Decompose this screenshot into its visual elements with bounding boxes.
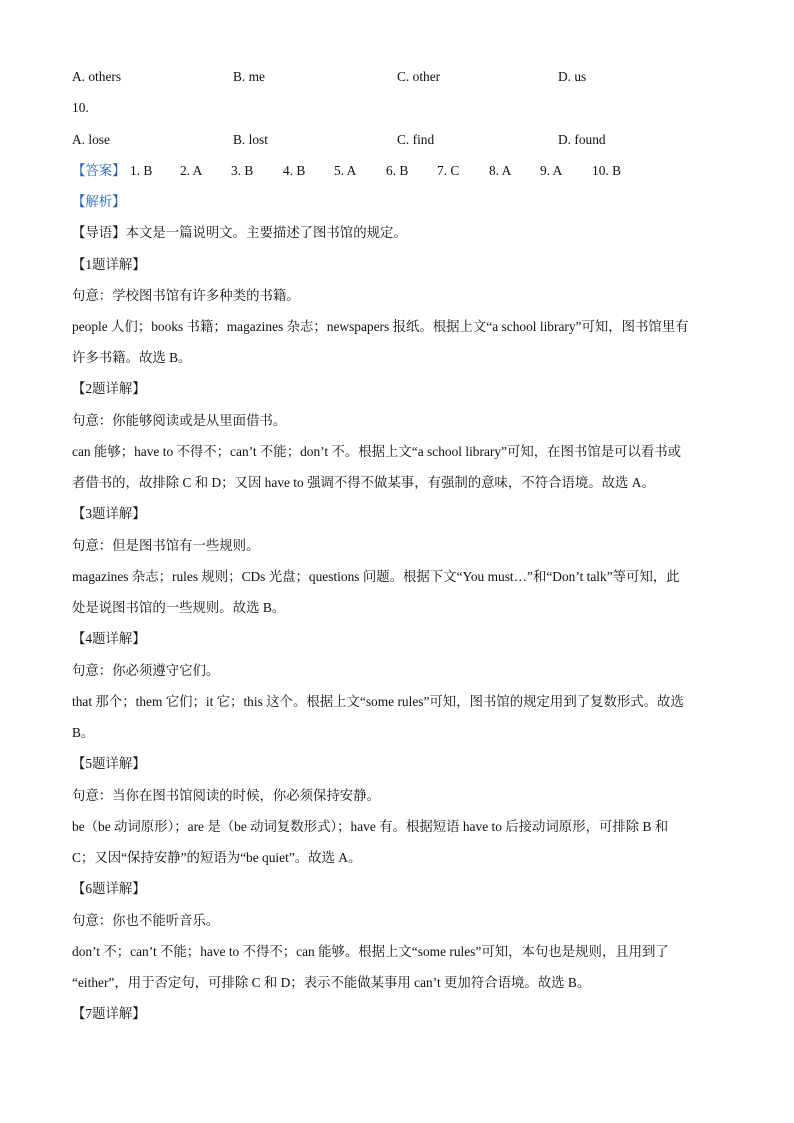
guide-line xyxy=(72,224,407,242)
detail-meaning: 句意：你也不能听音乐。 xyxy=(72,913,220,928)
answer-item: 7. C xyxy=(437,163,460,178)
detail-line: 许多书籍。故选 B。 xyxy=(72,350,192,365)
q10-option-b: B. lost xyxy=(233,132,268,147)
detail-heading: 【3题详解】 xyxy=(72,506,146,521)
detail-heading: 【6题详解】 xyxy=(72,881,146,896)
detail-heading: 【1题详解】 xyxy=(72,257,146,272)
answer-item: 4. B xyxy=(283,163,306,178)
detail-line: people 人们；books 书籍；magazines 杂志；newspapers 报纸。根据上文“a school library”可知，图书馆里有 xyxy=(72,319,689,334)
detail-line: 者借书的，故排除 C 和 D；又因 have to 强调不得不做某事，有强制的意味，不符合语境。故选 A。 xyxy=(72,475,655,490)
q10-number: 10. xyxy=(72,100,89,115)
q9-option-a: A. others xyxy=(72,69,122,84)
q10-option-a: A. lose xyxy=(72,132,110,147)
detail-heading: 【2题详解】 xyxy=(72,381,146,396)
answer-item: 9. A xyxy=(540,163,563,178)
detail-line: “either”，用于否定句，可排除 C 和 D；表示不能做某事用 can’t 更加符合语境。故选 B。 xyxy=(72,975,591,990)
detail-line: be（be 动词原形）；are 是（be 动词复数形式）；have 有。根据短语 have to 后接动词原形，可排除 B 和 xyxy=(72,819,669,834)
detail-meaning: 句意：学校图书馆有许多种类的书籍。 xyxy=(72,288,300,303)
guide-label: 【导语】 xyxy=(72,225,126,240)
q9-option-d: D. us xyxy=(558,69,587,84)
detail-heading: 【5题详解】 xyxy=(72,756,146,771)
answer-item: 3. B xyxy=(231,163,254,178)
detail-heading: 【7题详解】 xyxy=(72,1006,146,1021)
q9-option-c: C. other xyxy=(397,69,441,84)
detail-line: C；又因“保持安静”的短语为“be quiet”。故选 A。 xyxy=(72,850,362,865)
answer-item: 1. B xyxy=(130,163,153,178)
q10-option-d: D. found xyxy=(558,132,606,147)
analysis-label: 【解析】 xyxy=(72,194,126,209)
answer-item: 5. A xyxy=(334,163,357,178)
detail-line: don’t 不；can’t 不能；have to 不得不；can 能够。根据上文“some rules”可知，本句也是规则，且用到了 xyxy=(72,944,669,959)
answer-item: 8. A xyxy=(489,163,512,178)
answer-item: 6. B xyxy=(386,163,409,178)
detail-meaning: 句意：你能够阅读或是从里面借书。 xyxy=(72,413,287,428)
answer-item: 2. A xyxy=(180,163,203,178)
detail-heading: 【4题详解】 xyxy=(72,631,146,646)
q9-option-b: B. me xyxy=(233,69,265,84)
detail-line: B。 xyxy=(72,725,95,740)
answer-label: 【答案】 xyxy=(72,163,126,178)
detail-meaning: 句意：你必须遵守它们。 xyxy=(72,663,220,678)
q10-option-c: C. find xyxy=(397,132,435,147)
answer-item: 10. B xyxy=(592,163,622,178)
detail-meaning: 句意：但是图书馆有一些规则。 xyxy=(72,538,260,553)
detail-line: that 那个；them 它们；it 它；this 这个。根据上文“some rules”可知，图书馆的规定用到了复数形式。故选 xyxy=(72,694,684,709)
detail-meaning: 句意：当你在图书馆阅读的时候，你必须保持安静。 xyxy=(72,788,380,803)
detail-line: magazines 杂志；rules 规则；CDs 光盘；questions 问题。根据下文“You must…”和“Don’t talk”等可知，此 xyxy=(72,569,680,584)
detail-line: can 能够；have to 不得不；can’t 不能；don’t 不。根据上文“a school library”可知，在图书馆是可以看书或 xyxy=(72,444,682,459)
detail-line: 处是说图书馆的一些规则。故选 B。 xyxy=(72,600,286,615)
guide-text: 本文是一篇说明文。主要描述了图书馆的规定。 xyxy=(125,225,407,240)
